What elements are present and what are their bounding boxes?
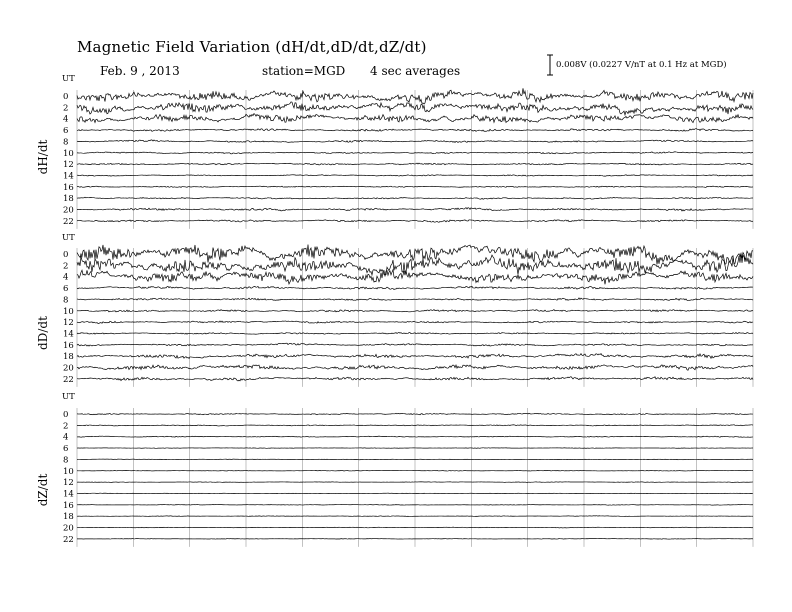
row-label: 12 — [63, 160, 74, 171]
row-label: 18 — [63, 512, 74, 523]
trace-line — [77, 505, 753, 506]
trace-line — [77, 493, 753, 494]
row-label: 18 — [63, 194, 74, 205]
scale-label: 0.008V (0.0227 V/nT at 0.1 Hz at MGD) — [556, 60, 727, 70]
row-label: 4 — [63, 432, 69, 443]
row-label: 22 — [63, 216, 74, 227]
row-label: 10 — [63, 148, 74, 159]
row-label: 8 — [63, 295, 69, 306]
row-label: 6 — [63, 444, 69, 455]
row-label: 2 — [63, 261, 69, 272]
row-label: 16 — [63, 182, 74, 193]
row-label: 22 — [63, 534, 74, 545]
row-label: 0 — [63, 410, 69, 420]
row-label: 14 — [63, 489, 74, 500]
trace-line — [77, 459, 753, 460]
row-label: 12 — [63, 478, 74, 489]
trace-line — [77, 539, 753, 540]
ut-label: UT — [62, 233, 75, 243]
row-label: 0 — [63, 92, 69, 102]
row-label: 12 — [63, 318, 74, 329]
panel-ylabel: dZ/dt — [36, 473, 50, 507]
row-label: 2 — [63, 421, 69, 432]
row-label: 18 — [63, 352, 74, 363]
trace-line — [77, 527, 753, 528]
row-label: 16 — [63, 340, 74, 351]
date-label: Feb. 9 , 2013 — [100, 64, 180, 78]
averaging-label: 4 sec averages — [370, 64, 461, 78]
chart-title: Magnetic Field Variation (dH/dt,dD/dt,dZ/dt) — [77, 38, 427, 56]
row-label: 14 — [63, 171, 74, 182]
row-label: 6 — [63, 126, 69, 137]
row-label: 16 — [63, 500, 74, 511]
panel-ylabel: dH/dt — [36, 139, 50, 175]
row-label: 0 — [63, 250, 69, 260]
ut-label: UT — [62, 74, 75, 84]
station-label: station=MGD — [262, 64, 346, 78]
panel-ylabel: dD/dt — [36, 316, 50, 350]
row-label: 8 — [63, 137, 69, 148]
row-label: 20 — [63, 205, 74, 216]
ut-label: UT — [62, 392, 75, 402]
row-label: 6 — [63, 284, 69, 295]
row-label: 20 — [63, 363, 74, 374]
row-label: 10 — [63, 306, 74, 317]
row-label: 4 — [63, 272, 69, 283]
row-label: 10 — [63, 466, 74, 477]
row-label: 4 — [63, 114, 69, 125]
row-label: 14 — [63, 329, 74, 340]
row-label: 8 — [63, 455, 69, 466]
row-label: 22 — [63, 374, 74, 385]
row-label: 20 — [63, 523, 74, 534]
row-label: 2 — [63, 103, 69, 114]
